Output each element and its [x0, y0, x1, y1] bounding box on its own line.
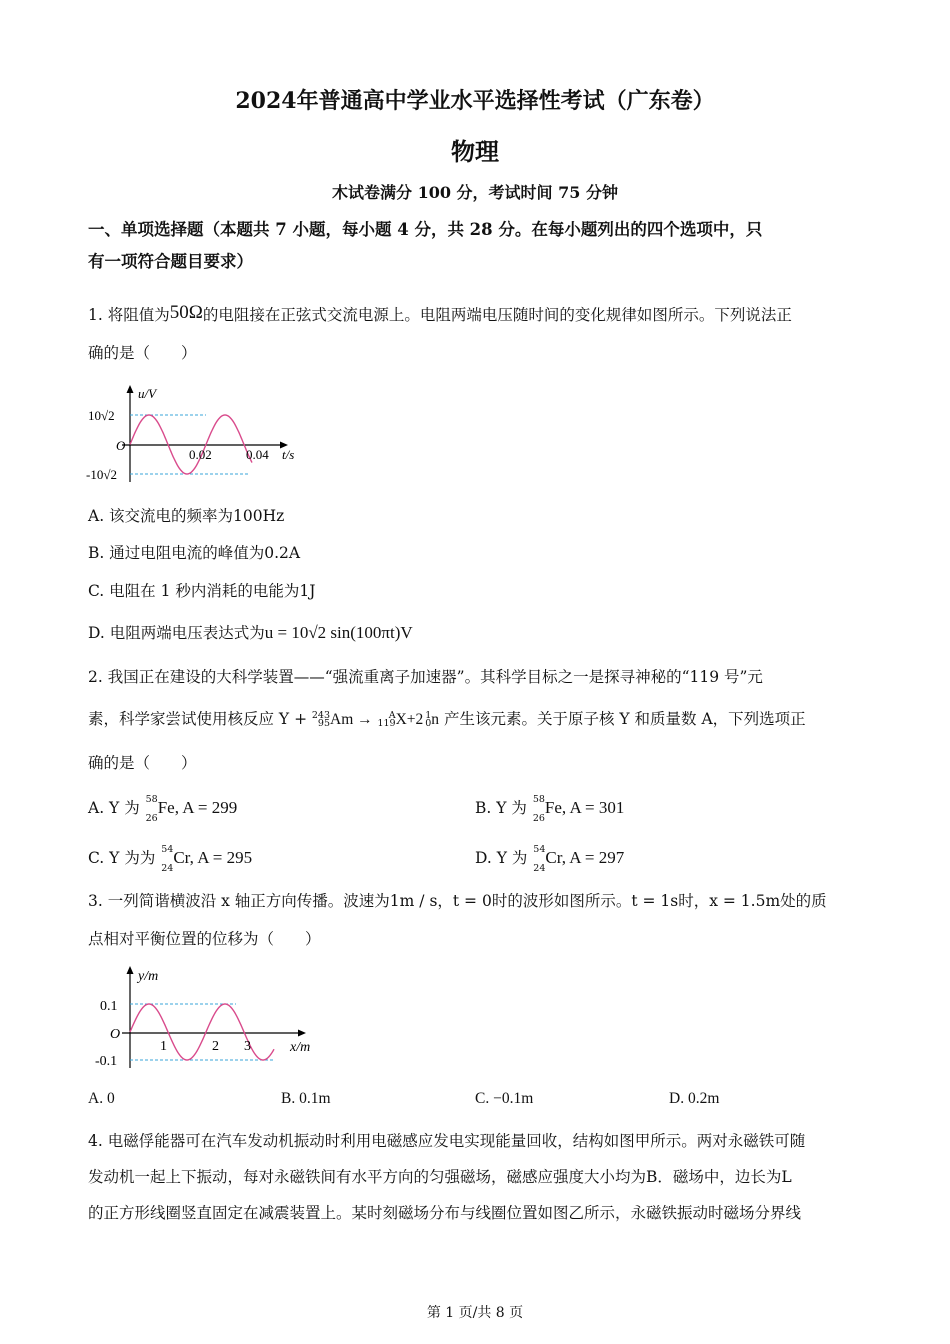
q3-option-a[interactable]: A. 0	[88, 1090, 115, 1107]
q1-voltage-graph	[86, 382, 306, 484]
q2-stem-line2: 素，科学家尝试使用核反应 Y + 243 95 Am → A 119 X+2 1 0 n 产生该元素。关于原子核 Y 和质量数 A，下列选项正	[88, 710, 806, 729]
page-number: 第 1 页/共 8 页	[426, 1305, 524, 1321]
q1-option-d[interactable]: D. 电阻两端电压表达式为u = 10√2 sin(100πt)V	[88, 623, 413, 642]
q2-option-c[interactable]: C. Y 为为 54 24 Cr, A = 295	[88, 844, 253, 874]
q2-option-b[interactable]: B. Y 为 58 26 Fe, A = 301	[475, 794, 625, 824]
svg-text:t/s: t/s	[282, 447, 295, 462]
svg-text:10√2: 10√2	[88, 408, 115, 423]
q1-stem-line1: 1. 将阻值为50Ω的电阻接在正弦式交流电源上。电阻两端电压随时间的变化规律如图所示。下列说法正	[88, 302, 792, 324]
svg-text:-0.1: -0.1	[95, 1054, 118, 1069]
svg-text:0.04: 0.04	[246, 447, 269, 462]
q2-option-a[interactable]: A. Y 为 58 26 Fe, A = 299	[88, 794, 238, 824]
q3-stem-line1: 3. 一列简谐横波沿 x 轴正方向传播。波速为1m / s，t = 0时的波形如图所示。t = 1s时，x = 1.5m处的质	[88, 892, 827, 910]
q2-stem-line1: 2. 我国正在建设的大科学装置——“强流重离子加速器”。其科学目标之一是探寻神秘的“119 号”元	[88, 668, 763, 686]
q4-stem-line1: 4. 电磁俘能器可在汽车发动机振动时利用电磁感应发电实现能量回收，结构如图甲所示。两对永磁铁可随	[88, 1132, 806, 1150]
q3-stem-line2: 点相对平衡位置的位移为（ ）	[88, 930, 321, 948]
exam-title: 2024年普通高中学业水平选择性考试（广东卷）	[235, 88, 715, 114]
subject-title: 物理	[451, 137, 499, 166]
q4-stem-line3: 的正方形线圈竖直固定在减震装置上。某时刻磁场分布与线圈位置如图乙所示，永磁铁振动时磁场分界线	[88, 1204, 802, 1222]
svg-text:0.1: 0.1	[100, 999, 118, 1014]
svg-text:y/m: y/m	[138, 969, 159, 984]
svg-text:O: O	[116, 438, 126, 453]
svg-text:1: 1	[160, 1039, 167, 1054]
svg-text:u/V: u/V	[138, 386, 157, 401]
q1-option-b[interactable]: B. 通过电阻电流的峰值为0.2A	[88, 544, 301, 562]
exam-info: 木试卷满分 100 分，考试时间 75 分钟	[332, 183, 618, 202]
svg-text:3: 3	[244, 1039, 251, 1054]
q1-stem-line2: 确的是（ ）	[88, 344, 197, 362]
svg-text:0.02: 0.02	[189, 447, 212, 462]
svg-text:O: O	[110, 1027, 121, 1042]
q3-option-d[interactable]: D. 0.2m	[669, 1090, 720, 1107]
q3-wave-curve	[130, 1004, 274, 1060]
svg-text:x/m: x/m	[290, 1040, 311, 1055]
svg-text:2: 2	[212, 1039, 219, 1054]
q3-wave-graph	[86, 960, 326, 1072]
q1-option-a[interactable]: A. 该交流电的频率为100Hz	[88, 507, 285, 525]
svg-text:-10√2: -10√2	[86, 467, 117, 482]
section-heading: 一、单项选择题（本题共 7 小题，每小题 4 分，共 28 分。在每小题列出的四个选项中，只 有一项符合题目要求）	[88, 220, 763, 271]
q3-option-b[interactable]: B. 0.1m	[281, 1090, 331, 1107]
q3-option-c[interactable]: C. −0.1m	[475, 1090, 534, 1107]
q2-stem-line3: 确的是（ ）	[88, 754, 197, 772]
q4-stem-line2: 发动机一起上下振动，每对永磁铁间有水平方向的匀强磁场，磁感应强度大小均为B．磁场中，边长为L	[88, 1168, 792, 1186]
q1-option-c[interactable]: C. 电阻在 1 秒内消耗的电能为1J	[88, 582, 316, 600]
q2-option-d[interactable]: D. Y 为 54 24 Cr, A = 297	[475, 844, 625, 874]
